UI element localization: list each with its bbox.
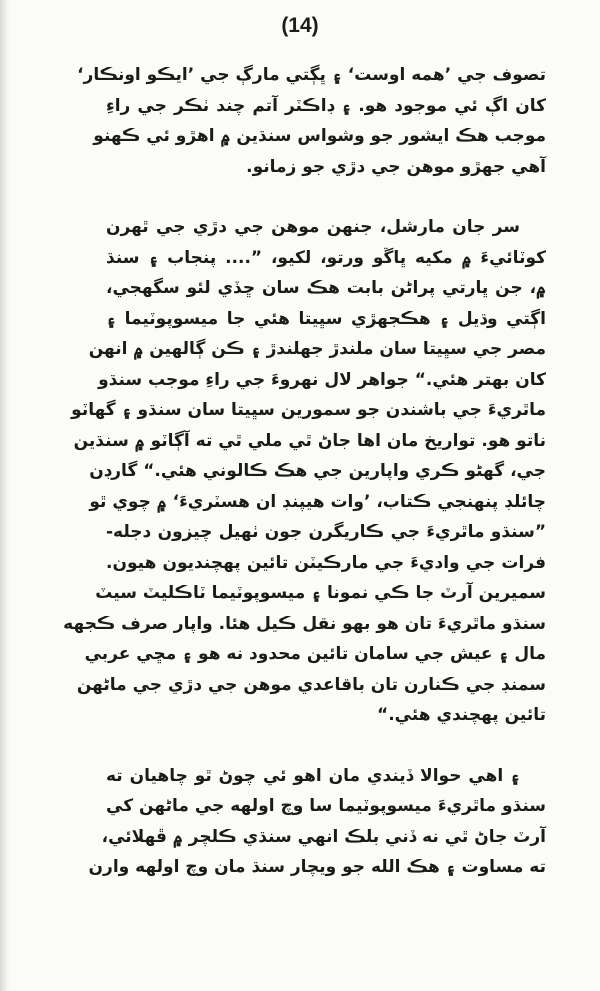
text-line: اڳتي وڌيل ۽ هڪجهڙي سڀيتا هئي جا ميسوپوٽيما ۽: [106, 308, 546, 329]
text-line: جي، گهڻو ڪري واپارين جي هڪ ڪالوني هئي.“ گارڊن: [89, 461, 546, 481]
text-line: ۽ اهي حوالا ڏيندي مان اهو ئي چوڻ ٿو چاهيان ته: [106, 765, 520, 786]
text-line: ۾، جن ڀارتي پراڻن بابت هڪ سان ڇڏي لئو سگهجي،: [106, 278, 546, 298]
text-line: ماٿريءَ جي باشندن جو سمورين سڀيتا سان سنڌو ۽ گهاٽو: [71, 400, 546, 420]
text-line: ”سنڌو ماٿريءَ جي ڪاريگرن جون ٺهيل چيزون دجله-: [106, 522, 546, 542]
text-line: ته مساوت ۽ هڪ الله جو ويچار سنڌ مان وچ اولهه وارن: [88, 857, 546, 877]
text-line: سمنڊ جي ڪنارن تان باقاعدي موهن جي دڙي جي ماڻهن: [76, 674, 546, 695]
paragraph-1: [77, 60, 546, 182]
page-edge-shadow: [0, 0, 10, 991]
body-text: [63, 60, 546, 913]
text-line: آرٽ جاڻ ٿي نه ڏني بلڪ انهي سنڌي ڪلچر ۾ ڦهلائي،: [101, 826, 546, 847]
text-line: کان بهتر هئي.“ جواهر لال نهروءَ جي راءِ موجب سنڌو: [98, 369, 546, 390]
text-line: سر جان مارشل، جنهن موهن جي دڙي جي ٿهرن: [106, 217, 520, 237]
text-line: آهي جهڙو موهن جي دڙي جو زمانو.: [246, 156, 546, 177]
text-line: چائلڊ پنهنجي ڪتاب، ’وات هيپنڊ ان هسٽريءَ‘ ۾ چوي ٿو: [89, 491, 546, 512]
text-line: مال ۽ عيش جي سامان تائين محدود نه هو ۽ مڇي عربي: [84, 644, 546, 664]
paragraph-3: [88, 761, 546, 883]
text-line: ناتو هو. تواريخ مان اها جاڻ ٿي ملي ٿي ته آڳاٽو ۾ سنڌين: [73, 430, 546, 451]
paragraph-2: [63, 212, 546, 731]
text-line: موجب هڪ ايشور جو وشواس سنڌين ۾ اهڙو ئي ڪهنو: [93, 126, 546, 146]
text-line: تصوف جي ’همه اوست‘ ۽ ڀڳتي مارڳ جي ’ايڪو اونڪار‘: [77, 65, 546, 85]
text-line: فرات جي واديءَ جي مارڪيٽن تائين پهچنديون هيون.: [106, 552, 546, 573]
text-line: سنڌو ماٿريءَ تان هو بهو نقل ڪيل هئا. واپار صرف ڪجهه: [63, 613, 546, 634]
text-line: تائين پهچندي هئي.“: [377, 705, 546, 725]
text-line: سميرين آرٽ جا ڪي نمونا ۽ ميسوپوٽيما ٽاڪليٽ سيٽ: [95, 583, 546, 603]
text-line: مصر جي سڀيتا سان ملندڙ جهلندڙ ۽ ڪن ڳالهين ۾ انهن: [88, 339, 546, 359]
text-line: کوٽائيءَ ۾ مکيه ڀاڱو ورتو، لکيو، ”.... پنجاب ۽ سنڌ: [106, 247, 546, 268]
text-line: کان اڳ ئي موجود هو. ۽ ڊاڪٽر آتم چند ٺڪر جي راءِ: [106, 95, 546, 116]
page-number: (14): [281, 14, 319, 37]
text-line: سنڌو ماٿريءَ ميسوپوٽيما سا وچ اولهه جي ماڻهن کي: [106, 796, 546, 816]
